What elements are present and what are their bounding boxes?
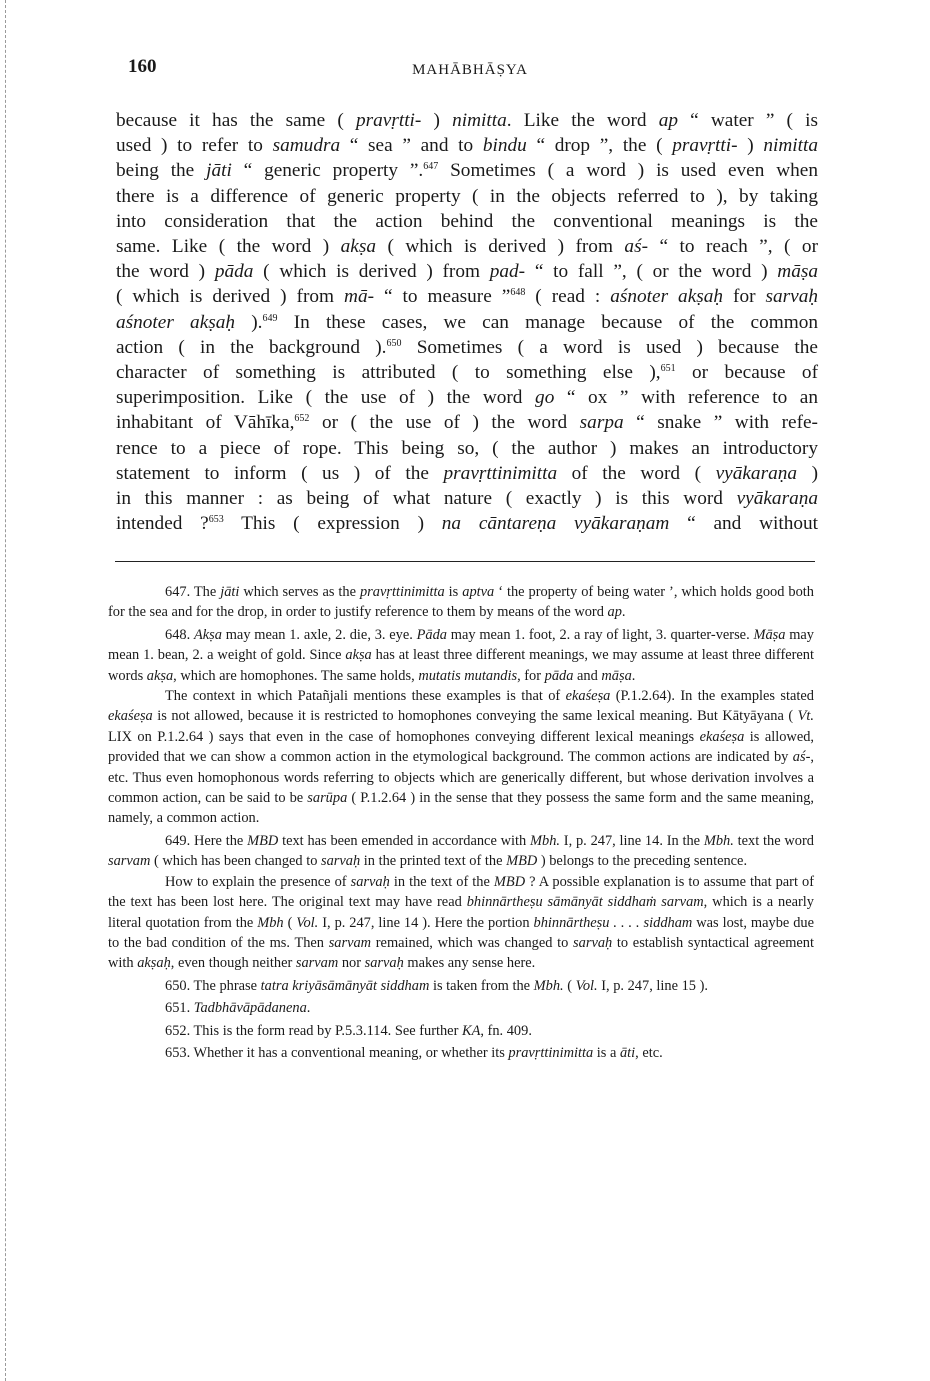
main-line: because it has the same ( pravṛtti- ) nimitta. Like the word ap “ water ” ( is: [116, 110, 818, 131]
footnote-648: 648. Akṣa may mean 1. axle, 2. die, 3. eye. Pāda may mean 1. foot, 2. a ray of light, 3. quarter-verse. Māṣa may mean 1. bean, 2. a weight of gold. Since akṣa has at least three different meanings, we may assume at least three different words akṣa, which are homophones. The same holds, mutatis mutandis, for pāda and māṣa.: [108, 626, 814, 684]
footnote-650: 650. The phrase tatra kriyāsāmānyāt siddham is taken from the Mbh. ( Vol. I, p. 247, line 15 ).: [165, 977, 708, 994]
footnote-652: 652. This is the form read by P.5.3.114. See further KA, fn. 409.: [165, 1022, 532, 1039]
main-line: the word ) pāda ( which is derived ) from pad- “ to fall ”, ( or the word ) māṣa: [116, 261, 818, 283]
footnote-rule: [115, 561, 815, 562]
main-line: action ( in the background ).$^{650}$ Sometimes ( a word is used ) because the: [116, 336, 818, 358]
footnote-651: 651. Tadbhāvāpādanena.: [165, 1000, 311, 1017]
main-line: aśnoter akṣaḥ ).$^{649}$ In these cases, we can manage because of the common: [116, 311, 818, 333]
footnote-649: 649. Here the MBD text has been emended in accordance with Mbh. I, p. 247, line 14. In the Mbh. text the word sarvam ( which has been changed to sarvaḥ in the printed text of the MBD ) belongs to the preceding sentence.: [108, 832, 814, 870]
main-line: into consideration that the action behind the conventional meanings is the: [116, 210, 818, 232]
main-line: there is a difference of generic property ( in the objects referred to ), by taking: [116, 185, 818, 207]
page-number: 160: [128, 56, 157, 77]
footnotes: [108, 582, 814, 1063]
footnote-648-continuation: The context in which Patañjali mentions these examples is that of ekaśeṣa (P.1.2.64). In the examples stated ekaśeṣa is not allowed, because it is restricted to homophones conveying the same lexical meaning. But Kātyāyana ( Vt. LIX on P.1.2.64 ) says that even in the case of homophones conveying different lexical meanings ekaśeṣa is allowed, provided that we can show a common action in the etymological background. The common actions are indicated by aś-, etc. Thus even homophonous words referring to objects which are generically different, but whose derivation involves a common action, can be said to be sarūpa ( P.1.2.64 ) in the sense that they possess the same form and the same meaning, namely, a common action.: [108, 688, 814, 827]
main-line: inhabitant of Vāhīka,$^{652}$ or ( the use of ) the word sarpa “ snake ” with refe-: [116, 412, 818, 434]
main-line: in this manner : as being of what nature ( exactly ) is this word vyākaraṇa: [116, 488, 818, 510]
footnote-653: 653. Whether it has a conventional meaning, or whether its pravṛttinimitta is a āti, etc.: [165, 1044, 663, 1061]
main-line: statement to inform ( us ) of the pravṛttinimitta of the word ( vyākaraṇa ): [116, 462, 818, 484]
main-line: intended ?$^{653}$ This ( expression ) na cāntareṇa vyākaraṇam “ and without: [116, 513, 818, 535]
main-line: character of something is attributed ( to something else ),$^{651}$ or because of: [116, 362, 818, 384]
main-line: rence to a piece of rope. This being so, ( the author ) makes an introductory: [116, 437, 818, 459]
main-line: being the jāti “ generic property ”.$^{647}$ Sometimes ( a word ) is used even when: [116, 160, 818, 182]
running-title: MAHĀBHĀṢYA: [412, 62, 528, 78]
main-text: [116, 108, 818, 536]
footnote-649-continuation: How to explain the presence of sarvaḥ in the text of the MBD ? A possible explanation is to assume that part of the text has been lost here. The original text may have read bhinnārtheṣu sāmānyāt siddhaṁ sarvam, which is a nearly literal quotation from the Mbh ( Vol. I, p. 247, line 14 ). Here the portion bhinnārtheṣu . . . . siddham was lost, maybe due to the bad condition of the ms. Then sarvam remained, which was changed to sarvaḥ to establish syntactical agreement with akṣaḥ, even though neither sarvam nor sarvaḥ makes any sense here.: [108, 873, 815, 972]
main-line: superimposition. Like ( the use of ) the word go “ ox ” with reference to an: [116, 387, 819, 409]
footnote-647: 647. The jāti which serves as the pravṛttinimitta is aptva ‘ the property of being water ’, which holds good both for the sea and for the drop, in order to justify reference to them by means of the word ap.: [108, 584, 814, 621]
main-line: same. Like ( the word ) akṣa ( which is derived ) from aś- “ to reach ”, ( or: [116, 236, 818, 258]
main-line: used ) to refer to samudra “ sea ” and to bindu “ drop ”, the ( pravṛtti- ) nimitta: [116, 135, 818, 157]
page-edge-line: [5, 0, 6, 1381]
main-line: ( which is derived ) from mā- “ to measure ”$^{648}$ ( read : aśnoter akṣaḥ for sarvaḥ: [116, 286, 818, 308]
